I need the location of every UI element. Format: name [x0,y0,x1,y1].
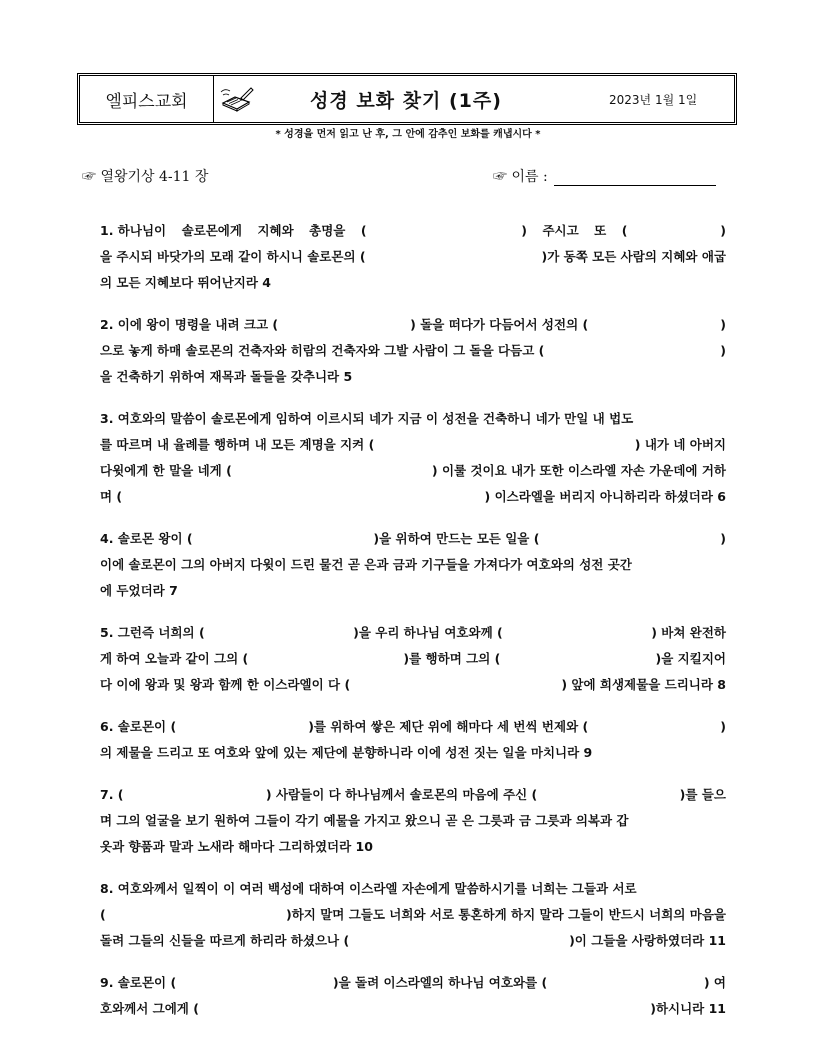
question-text-segment: 8. 여호와께서 일찍이 이 여러 백성에 대하여 이스라엘 자손에게 말씀하시기를 너희는 그들과 서로 [100,881,637,896]
question-line [100,876,726,902]
worksheet-header [77,73,737,125]
question-line [100,312,726,338]
question-text-segment: 9. 솔로몬이 ( [100,975,177,990]
question-text-segment: 다윗에게 한 말을 네게 ( [100,463,232,478]
worksheet-date: 2023년 1월 1일 [609,92,698,107]
question-9 [100,970,726,1022]
question-text-segment: ) [720,343,726,358]
question-8 [100,876,726,954]
question-line [100,808,726,834]
question-text-segment: )을 우리 하나님 여호와께 ( [353,625,503,640]
question-text-segment: 6. 솔로몬이 ( [100,719,177,734]
question-text-segment: )를 들으 [679,787,726,802]
question-text-segment: 3. 여호와의 말씀이 솔로몬에게 임하여 이르시되 네가 지금 이 성전을 건축하니 네가 만일 내 법도 [100,411,634,426]
question-text-segment: 며 ( [100,489,123,504]
question-line [100,432,726,458]
church-name: 엘피스교회 [80,76,214,122]
question-text-segment: 며 그의 얼굴을 보기 원하여 그들이 각기 예물을 가지고 왔으니 곧 은 그릇과 금 그릇과 의복과 갑 [100,813,629,828]
question-text-segment: 주시고 [542,223,579,238]
page-title: 성경 보화 찾기 (1주) [310,89,502,112]
question-5 [100,620,726,698]
chapter-reference: ☞ 열왕기상 4-11 장 [82,169,209,185]
question-line [100,364,726,390]
question-text-segment: 옷과 향품과 말과 노새라 해마다 그리하였더라 10 [100,839,373,854]
question-line [100,218,726,244]
question-text-segment: )를 위하여 쌓은 제단 위에 해마다 세 번씩 번제와 ( [308,719,589,734]
question-text-segment: ) [720,317,726,332]
question-text-segment: ) 앞에 희생제물을 드리니라 8 [561,677,726,692]
question-text-segment: 솔로몬에게 [181,223,242,238]
question-1 [100,218,726,296]
book-pen-icon [214,76,260,122]
question-line [100,270,726,296]
question-line [100,782,726,808]
question-text-segment: ) 내가 네 아버지 [634,437,726,452]
question-text-segment: 의 제물을 드리고 또 여호와 앞에 있는 제단에 분향하니라 이에 성전 짓는 일을 마치니라 9 [100,745,593,760]
question-line [100,996,726,1022]
question-line [100,526,726,552]
question-text-segment: )를 행하며 그의 ( [403,651,501,666]
question-text-segment: 또 [594,223,607,238]
question-text-segment: 을 건축하기 위하여 재목과 돌들을 갖추니라 5 [100,369,353,384]
question-7 [100,782,726,860]
question-text-segment: ) [521,223,527,238]
name-blank-line[interactable] [554,169,716,186]
question-line [100,458,726,484]
question-text-segment: )하시니라 11 [650,1001,726,1016]
question-line [100,902,726,928]
question-text-segment: 의 모든 지혜보다 뛰어난지라 4 [100,275,272,290]
question-line [100,672,726,698]
question-line [100,578,726,604]
question-line [100,244,726,270]
question-text-segment: ) 이룰 것이요 내가 또한 이스라엘 자손 가운데에 거하 [431,463,726,478]
question-text-segment: ( [100,907,106,922]
question-line [100,928,726,954]
question-text-segment: ) 바쳐 완전하 [651,625,726,640]
questions-list [100,218,726,1038]
question-line [100,834,726,860]
name-field-row [493,166,716,186]
question-text-segment: ) 이스라엘을 버리지 아니하리라 하셨더라 6 [484,489,726,504]
question-text-segment: )을 지킬지어 [655,651,726,666]
question-text-segment: ) 사람들이 다 하나님께서 솔로몬의 마음에 주신 ( [265,787,538,802]
question-4 [100,526,726,604]
question-3 [100,406,726,510]
question-6 [100,714,726,766]
question-text-segment: ) [720,719,726,734]
question-line [100,406,726,432]
question-line [100,620,726,646]
question-text-segment: )을 위하여 만드는 모든 일을 ( [373,531,540,546]
instruction-text: * 성경을 먼저 읽고 난 후, 그 안에 감추인 보화를 캐냅시다 * [275,129,541,140]
question-line [100,338,726,364]
question-text-segment: 4. 솔로몬 왕이 ( [100,531,193,546]
question-text-segment: 이에 솔로몬이 그의 아버지 다윗이 드린 물건 곧 은과 금과 기구들을 가져다가 여호와의 성전 곳간 [100,557,632,572]
question-text-segment: 7. ( [100,787,124,802]
question-text-segment: 지혜와 [257,223,294,238]
question-text-segment: ) [720,531,726,546]
question-text-segment: 를 따르며 내 율례를 행하며 내 모든 계명을 지켜 ( [100,437,375,452]
question-text-segment: )가 동쪽 모든 사람의 지혜와 애굽 [541,249,726,264]
question-text-segment: ) [720,223,726,238]
question-text-segment: 호와께서 그에게 ( [100,1001,199,1016]
question-line [100,484,726,510]
question-line [100,740,726,766]
question-text-segment: 2. 이에 왕이 명령을 내려 크고 ( [100,317,279,332]
question-line [100,970,726,996]
question-text-segment: 1. 하나님이 [100,223,167,238]
question-text-segment: 5. 그런즉 너희의 ( [100,625,205,640]
question-text-segment: ) 여 [703,975,726,990]
question-text-segment: )을 돌려 이스라엘의 하나님 여호와를 ( [332,975,548,990]
question-text-segment: )하지 말며 그들도 너희와 서로 통혼하게 하지 말라 그들이 반드시 너희의 마음을 [286,907,726,922]
question-text-segment: 다 이에 왕과 및 왕과 함께 한 이스라엘이 다 ( [100,677,351,692]
question-text-segment: ( [621,223,628,238]
question-text-segment: ) 돌을 떠다가 다듬어서 성전의 ( [410,317,589,332]
question-text-segment: ( [360,223,367,238]
question-text-segment: 돌려 그들의 신들을 따르게 하리라 하셨으나 ( [100,933,350,948]
question-line [100,552,726,578]
question-line [100,646,726,672]
question-text-segment: 총명을 [309,223,346,238]
question-text-segment: )이 그들을 사랑하였더라 11 [569,933,726,948]
question-line [100,714,726,740]
question-2 [100,312,726,390]
question-text-segment: 에 두었더라 7 [100,583,178,598]
question-text-segment: 을 주시되 바닷가의 모래 같이 하시니 솔로몬의 ( [100,249,366,264]
question-text-segment: 게 하여 오늘과 같이 그의 ( [100,651,249,666]
name-label: ☞ 이름 : [493,169,548,185]
question-text-segment: 으로 놓게 하매 솔로몬의 건축자와 히람의 건축자와 그발 사람이 그 돌을 다듬고 ( [100,343,545,358]
